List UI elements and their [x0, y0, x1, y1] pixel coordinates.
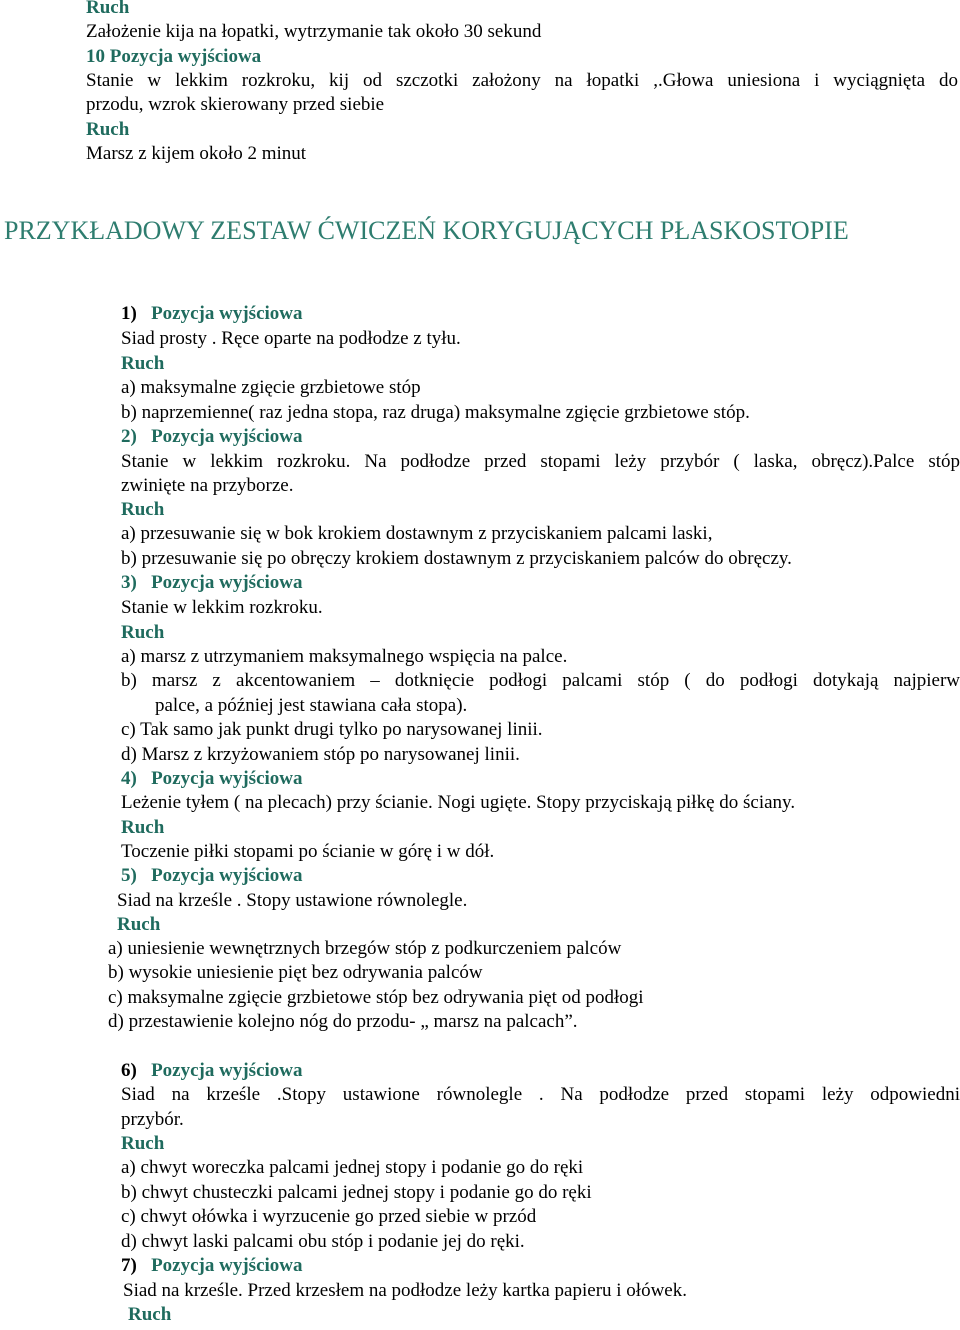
list-item: a) marsz z utrzymaniem maksymalnego wspięcia na palce. [121, 646, 568, 667]
text-line: Toczenie piłki stopami po ścianie w górę i w dół. [121, 841, 495, 862]
list-item: b) naprzemienne( raz jedna stopa, raz druga) maksymalne zgięcie grzbietowe stóp. [121, 402, 750, 423]
ruch-label: Ruch [86, 119, 130, 140]
position-label: Pozycja wyjściowa [151, 1060, 303, 1081]
list-item: a) chwyt woreczka palcami jednej stopy i podanie go do ręki [121, 1157, 584, 1178]
position-label: Pozycja wyjściowa [151, 572, 303, 593]
exercise-1-header [121, 302, 960, 326]
position-label: Pozycja wyjściowa [151, 1255, 303, 1276]
ruch-label: Ruch [121, 817, 165, 838]
text-line: Siad na krześle. Przed krzesłem na podłodze leży kartka papieru i ołówek. [123, 1280, 687, 1301]
text-line: Marsz z kijem około 2 minut [86, 143, 307, 164]
ruch-label: Ruch [117, 914, 161, 935]
text-line: przodu, wzrok skierowany przed siebie [86, 94, 385, 115]
exercise-3-header [121, 571, 960, 595]
list-item: b) marsz z akcentowaniem – dotknięcie podłogi palcami stóp ( do podłogi dotykają najpierw [121, 670, 960, 691]
exercise-4-header [121, 767, 960, 791]
position-label: Pozycja wyjściowa [151, 865, 303, 886]
text-line: Siad na krześle . Stopy ustawione równolegle. [117, 890, 468, 911]
exercise-2-header [121, 425, 960, 449]
exercise-number: 4) [121, 768, 137, 789]
exercise-number: 2) [121, 426, 137, 447]
position-label: Pozycja wyjściowa [151, 303, 303, 324]
ruch-label: Ruch [121, 1133, 165, 1154]
list-item: b) chwyt chusteczki palcami jednej stopy i podanie go do ręki [121, 1182, 592, 1203]
ruch-label: Ruch [121, 622, 165, 643]
list-item-continuation: palce, a później jest stawiana cała stopa). [155, 695, 468, 716]
text-line: Siad na krześle .Stopy ustawione równolegle . Na podłodze przed stopami leży odpowiedni [121, 1084, 960, 1105]
position-label: Pozycja wyjściowa [151, 768, 303, 789]
list-item: c) maksymalne zgięcie grzbietowe stóp bez odrywania pięt od podłogi [108, 987, 644, 1008]
ruch-label: Ruch [121, 499, 165, 520]
exercise-number: 1) [121, 303, 137, 324]
list-item: d) Marsz z krzyżowaniem stóp po narysowanej linii. [121, 744, 520, 765]
position-label: Pozycja wyjściowa [151, 426, 303, 447]
ruch-label: Ruch [128, 1304, 172, 1325]
text-line: Siad prosty . Ręce oparte na podłodze z tyłu. [121, 328, 461, 349]
exercise-5-header [121, 864, 960, 888]
text-line: Leżenie tyłem ( na plecach) przy ścianie. Nogi ugięte. Stopy przyciskają piłkę do ściany. [121, 792, 796, 813]
list-item: c) chwyt ołówka i wyrzucenie go przed siebie w przód [121, 1206, 537, 1227]
text-line: Założenie kija na łopatki, wytrzymanie tak około 30 sekund [86, 21, 542, 42]
text-line: zwinięte na przyborze. [121, 475, 294, 496]
ruch-label: Ruch [86, 0, 130, 18]
list-item: a) maksymalne zgięcie grzbietowe stóp [121, 377, 421, 398]
exercise-6-header [121, 1059, 960, 1083]
exercise-number: 5) [121, 865, 137, 886]
list-item: b) wysokie uniesienie pięt bez odrywania palców [108, 962, 483, 983]
list-item: a) przesuwanie się w bok krokiem dostawnym z przyciskaniem palcami laski, [121, 523, 713, 544]
section-heading: PRZYKŁADOWY ZESTAW ĆWICZEŃ KORYGUJĄCYCH PŁASKOSTOPIE [4, 216, 849, 245]
ruch-label: Ruch [121, 353, 165, 374]
list-item: d) przestawienie kolejno nóg do przodu- „ marsz na palcach”. [108, 1011, 578, 1032]
list-item: b) przesuwanie się po obręczy krokiem dostawnym z przyciskaniem palców do obręczy. [121, 548, 792, 569]
list-item: a) uniesienie wewnętrznych brzegów stóp z podkurczeniem palców [108, 938, 622, 959]
list-item: d) chwyt laski palcami obu stóp i podanie jej do ręki. [121, 1231, 525, 1252]
text-line: Stanie w lekkim rozkroku. [121, 597, 323, 618]
list-item: c) Tak samo jak punkt drugi tylko po narysowanej linii. [121, 719, 543, 740]
exercise-number: 7) [121, 1255, 137, 1276]
text-line: przybór. [121, 1109, 184, 1130]
text-line: Stanie w lekkim rozkroku, kij od szczotki założony na łopatki ,.Głowa uniesiona i wyciągnięta do [86, 70, 958, 91]
text-line: Stanie w lekkim rozkroku. Na podłodze przed stopami leży przybór ( laska, obręcz).Palce stóp [121, 451, 960, 472]
position-heading-10: 10 Pozycja wyjściowa [86, 46, 262, 67]
exercise-number: 3) [121, 572, 137, 593]
exercise-7-header [121, 1254, 960, 1278]
exercise-number: 6) [121, 1060, 137, 1081]
